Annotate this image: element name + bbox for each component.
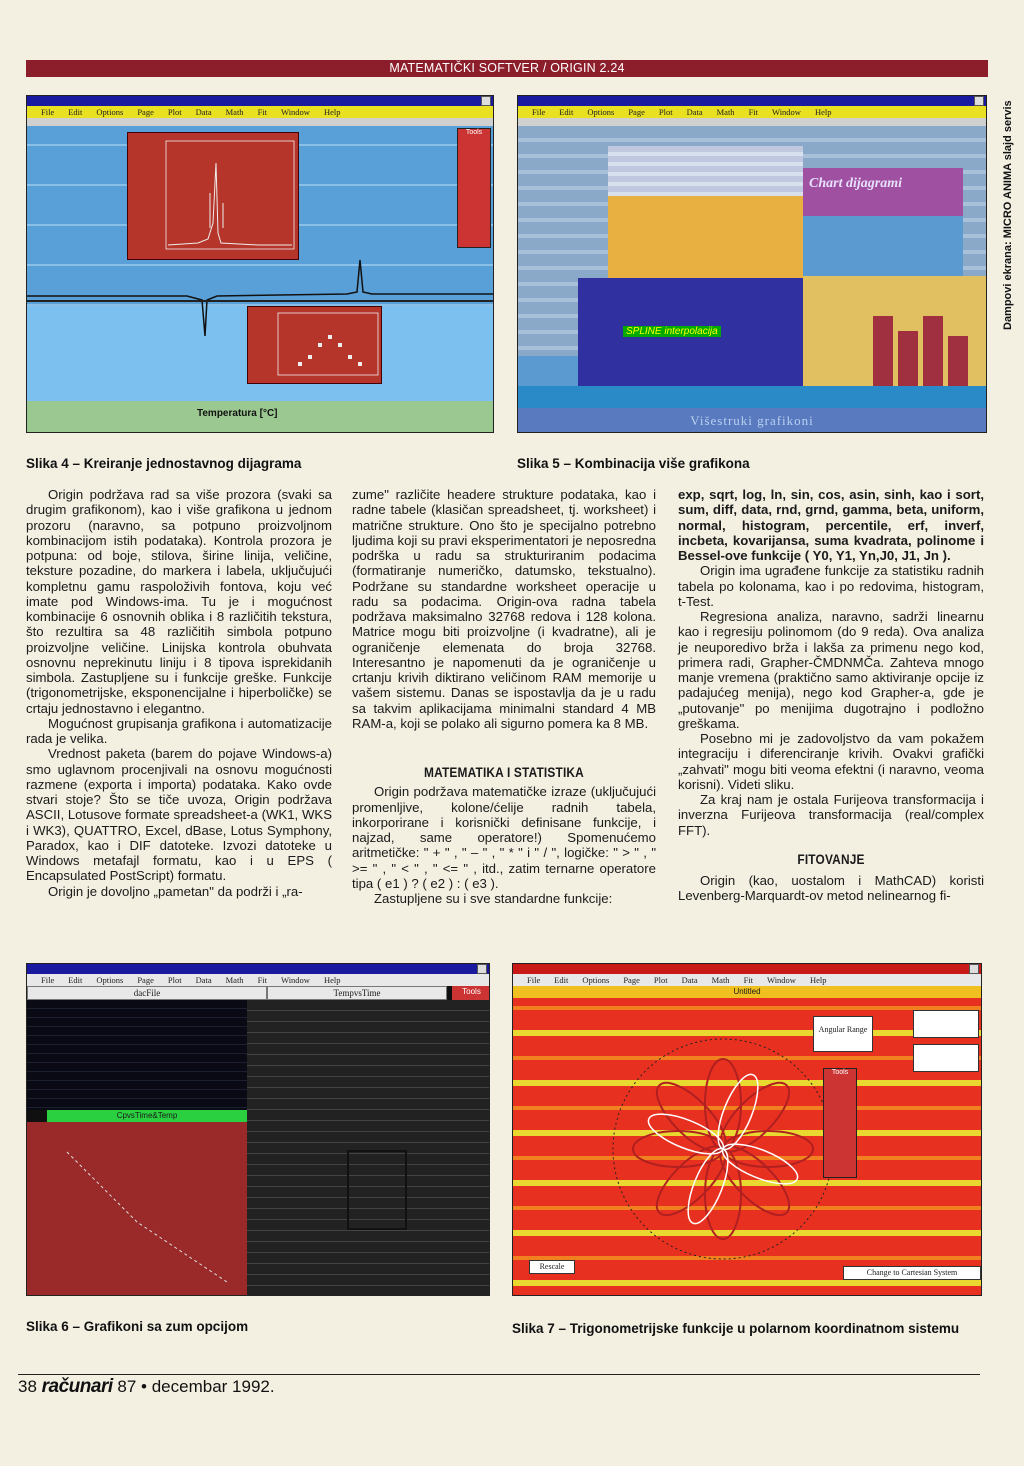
text-column-3 [678, 487, 984, 904]
menu-item-window[interactable]: Window [281, 107, 310, 117]
menu-bar [518, 106, 986, 118]
window-titlebar [27, 964, 489, 974]
menu-item-fit[interactable]: Fit [743, 975, 754, 985]
menu-item-data[interactable]: Data [195, 975, 212, 985]
menu-item-edit[interactable]: Edit [68, 975, 83, 985]
tools-palette[interactable] [457, 128, 491, 248]
inset-graph-gauss [247, 306, 382, 384]
menu-item-options[interactable]: Options [96, 107, 124, 117]
paragraph: Zastupljene su i sve standardne funkcije: [374, 891, 613, 906]
bottom-label: Višestruki grafikoni [690, 413, 814, 428]
figure-5-caption: Slika 5 – Kombinacija više grafikona [517, 456, 750, 471]
photo-credit: Dampovi ekrana: MICRO ANIMA slajd servis [1002, 100, 1014, 330]
footer-bullet: • [141, 1377, 147, 1396]
paragraph: Origin ima ugrađene funkcije za statistiku radnih tabela po kolonama, kao i po redovima, histogram, t-Test. [678, 563, 984, 609]
tools-label: Tools [831, 1069, 849, 1076]
x-axis-label: Temperatura [°C] [197, 408, 278, 419]
paragraph: Za kraj nam je ostala Furijeova transformacija i inverzna Furijeova transformacija (real/complex FFT). [678, 792, 984, 838]
issue-number: 87 [117, 1377, 137, 1396]
menu-item-plot[interactable]: Plot [653, 975, 668, 985]
menu-item-help[interactable]: Help [323, 975, 341, 985]
maximize-icon[interactable] [477, 964, 487, 974]
tools-label[interactable]: Tools [452, 986, 490, 1000]
section-heading-fit: FITOVANJE [797, 850, 865, 867]
figure-7-screenshot [512, 963, 982, 1296]
paragraph: Vrednost paketa (barem do pojave Windows-a) smo uglavnom procenjivali na osnovu mogućnosti razmene (exporta i importa) podataka. Kako ovde stvari stoje? Što se tiče uvoza, Origin podržava ASCII, Lotusove formate spreadsheet-a (WK1, WKS i WK3), QUATTRO, Excel, dBase, Lotus Symphony, Paradox, kao i DIF datoteke. Izvozi datoteke u Windows metafajl formatu, kao i u EPS ( Encapsulated PostScript) formatu. [26, 746, 332, 884]
menu-item-window[interactable]: Window [281, 975, 310, 985]
panel-title-dacfile: dacFile [27, 986, 267, 1000]
spline-label: SPLINE interpolacija [623, 326, 721, 337]
spline-panel [578, 278, 803, 396]
magazine-brand: računari [41, 1376, 113, 1397]
section-heading-math: MATEMATIKA I STATISTIKA [424, 764, 584, 780]
menu-item-window[interactable]: Window [772, 107, 801, 117]
sub-plot [27, 1122, 247, 1296]
text-column-2 [352, 487, 656, 906]
angular-range-button[interactable]: Angular Range [813, 1016, 873, 1052]
chart-label-box [803, 168, 963, 216]
menu-item-data[interactable]: Data [195, 107, 212, 117]
figure-4-caption: Slika 4 – Kreiranje jednostavnog dijagrama [26, 456, 302, 471]
menu-item-fit[interactable]: Fit [748, 107, 759, 117]
menu-item-file[interactable]: File [532, 107, 546, 117]
paragraph: Origin (kao, uostalom i MathCAD) koristi Levenberg-Marquardt-ov metod nelinearnog fi- [678, 873, 984, 904]
figure-6-caption: Slika 6 – Grafikoni sa zum opcijom [26, 1319, 249, 1334]
menu-item-plot[interactable]: Plot [167, 107, 182, 117]
graph-title: Untitled [513, 986, 981, 998]
rescale-button[interactable]: Rescale [529, 1260, 575, 1274]
paragraph: Origin je dovoljno „pametan" da podrži i „ra- [48, 883, 303, 899]
menu-item-edit[interactable]: Edit [559, 107, 574, 117]
menu-item-window[interactable]: Window [767, 975, 796, 985]
paragraph: zume" različite headere strukture podataka, kao i radne tabele (klasičan spreadsheet, tj. worksheet) i matrične strukture. Ono što je specijalno potrebno ljudima koji su pravi eksperimentatori je neposredna podrška u radu sa strukturiranim podacima (formatiranje numeričko, datumsko, tekstualno). Podržane su standardne worksheet operacije u radu sa podacima. Origin-ova radna tabela podržava maksimalno 32768 redova i 128 kolona. Matrice mogu biti proizvoljne (i kvadratne), ali je ograničenje elemenata do broja 32768. Interesantno je napomenuti da je ograničenje u crtanju krivih diktirano veličinom RAM memorije u vašem sistemu. Danas se ispostavlja da je u radu sa takvim aplikacijama minimalni standard 4 MB RAM-a, koji se polako ali sigurno pomera ka 8 MB. [352, 487, 656, 731]
menu-item-data[interactable]: Data [681, 975, 698, 985]
menu-item-edit[interactable]: Edit [68, 107, 83, 117]
menu-item-page[interactable]: Page [628, 107, 645, 117]
menu-item-file[interactable]: File [41, 107, 55, 117]
menu-bar [27, 974, 489, 986]
figure-6-screenshot [26, 963, 490, 1296]
menu-item-fit[interactable]: Fit [257, 107, 268, 117]
menu-item-help[interactable]: Help [809, 975, 827, 985]
menu-item-plot[interactable]: Plot [167, 975, 182, 985]
page-number: 38 [18, 1377, 37, 1396]
area-plot [608, 196, 803, 281]
page-footer [18, 1376, 275, 1398]
menu-item-page[interactable]: Page [623, 975, 640, 985]
tools-palette[interactable] [823, 1068, 857, 1178]
menu-item-page[interactable]: Page [137, 107, 154, 117]
figure-5-screenshot [517, 95, 987, 433]
menu-item-data[interactable]: Data [686, 107, 703, 117]
menu-item-options[interactable]: Options [582, 975, 610, 985]
menu-item-math[interactable]: Math [711, 975, 730, 985]
menu-item-page[interactable]: Page [137, 975, 154, 985]
menu-item-edit[interactable]: Edit [554, 975, 569, 985]
chart-label: Chart dijagrami [809, 176, 902, 191]
zoom-rectangle[interactable] [347, 1150, 407, 1230]
menu-item-options[interactable]: Options [96, 975, 124, 985]
figure-7-caption: Slika 7 – Trigonometrijske funkcije u polarnom koordinatnom sistemu [512, 1321, 960, 1336]
window-titlebar [518, 96, 986, 106]
zoom-plot [247, 1000, 490, 1296]
change-to-cartesian-button[interactable]: Change to Cartesian System [843, 1266, 981, 1280]
menu-item-math[interactable]: Math [716, 107, 735, 117]
maximize-icon[interactable] [974, 96, 984, 106]
function-list: exp, sqrt, log, ln, sin, cos, asin, sinh, kao i sort, sum, diff, data, rnd, grnd, gamma, beta, uniform, normal, histogram, percentile, erf, inverf, incbeta, kovarijansa, suma kvadrata, polinome i Bessel-ove funkcije ( Y0, Y1, Yn,J0, J1, Jn ). [678, 487, 984, 563]
menu-item-fit[interactable]: Fit [257, 975, 268, 985]
paragraph: Origin podržava rad sa više prozora (svaki sa drugim grafikonom), kao i više grafikona u jednom prozoru (naravno, sa potpuno proizvoljnom kombinacijom istih podataka). Kontrola prozora je potpuna: od boje, stilova, širine linija, veličine, teksture pozadine, do markera i labela, uključujući kompletnu gamu raspoloživih fontova, koju već imate pod Windows-ima. Tu je i mogućnost kombinacije 6 osnovnih oblika i 8 različitih tekstura, što rezultira sa 48 različitih simbola potpuno proizvoljne veličine. Linijska kontrola obuhvata osnovnu neprekinutu liniju i 8 tipova isprekidanih simbola. Zastupljene su i funkcije greške. Funkcije (trigonometrijske, eksponencijalne i hiperboličke) se crtaju jednostavno i elegantno. [26, 487, 332, 716]
menu-item-options[interactable]: Options [587, 107, 615, 117]
footer-rule [18, 1374, 980, 1375]
text-column-1 [26, 487, 332, 899]
figure-4-screenshot [26, 95, 494, 433]
menu-item-file[interactable]: File [527, 975, 541, 985]
menu-item-help[interactable]: Help [323, 107, 341, 117]
worksheet-grid [27, 1000, 247, 1110]
tools-label: Tools [465, 129, 483, 136]
paragraph: Regresiona analiza, naravno, sadrži linearnu kao i regresiju polinomom (do 9 reda). Ova analiza je neuporedivo brža i lakša za primenu nego kod, primera radi, Grapher-ČMDNMČa. Zahteva mnogo manje vremena (praktično samo aktiviranje opcije iz padajućeg menija), nego kod Grapher-a, gde je „putovanje" po menijima dugotrajno i podložno greškama. [678, 609, 984, 731]
menu-item-file[interactable]: File [41, 975, 55, 985]
menu-item-help[interactable]: Help [814, 107, 832, 117]
panel-title-tempvstime: TempvsTime [267, 986, 447, 1000]
menu-item-math[interactable]: Math [225, 975, 244, 985]
subwindow-title: CpvsTime&Temp [47, 1110, 247, 1122]
paragraph: Mogućnost grupisanja grafikona i automatizacije rada je velika. [26, 715, 332, 746]
paragraph: Origin podržava matematičke izraze (uključujući promenljive, kolone/ćelije radnih tabela, inkorporirane i korisnički definisane funkcije, i najzad, same operatore!) Spomenućemo aritmetičke: " + " , " – " , " * " i " / ", logičke: " > " , " >= " , " < " , " <= " , itd., zatim ternarne operatore tipa ( e1 ) ? ( e2 ) : ( e3 ). [352, 784, 656, 891]
paragraph: Posebno mi je zadovoljstvo da vam pokažem integraciju i diferenciranje krivih. Ovakvi grafički „zahvati" mogu biti veoma efektni (i naravno, veoma korisni). Videti sliku. [678, 731, 984, 792]
section-header: MATEMATIČKI SOFTVER / ORIGIN 2.24 [26, 60, 988, 77]
menu-item-plot[interactable]: Plot [658, 107, 673, 117]
menu-item-math[interactable]: Math [225, 107, 244, 117]
bar-panel [803, 276, 987, 386]
issue-date: decembar 1992. [151, 1377, 275, 1396]
polar-rose-plot [513, 964, 982, 1296]
